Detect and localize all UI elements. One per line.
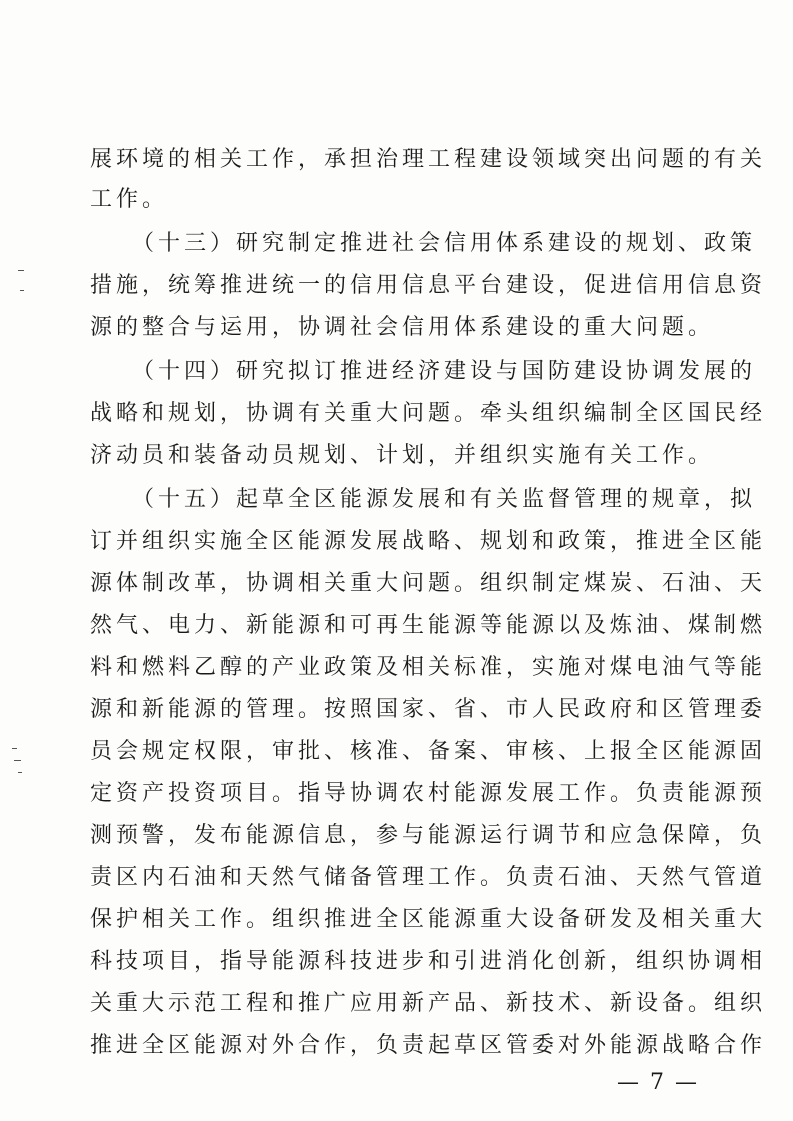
text-line-1: 展环境的相关工作，承担治理工程建设领域突出问题的有关	[90, 147, 767, 172]
scan-mark	[14, 760, 21, 761]
text-line-10: 订并组织实施全区能源发展战略、规划和政策，推进全区能	[90, 529, 767, 554]
text-line-18: 责区内石油和天然气储备管理工作。负责石油、天然气管道	[90, 865, 767, 890]
text-line-7: 战略和规划，协调有关重大问题。牵头组织编制全区国民经	[90, 401, 767, 426]
scan-mark	[20, 290, 24, 291]
text-line-21: 关重大示范工程和推广应用新产品、新技术、新设备。组织	[90, 991, 767, 1016]
text-line-16: 定资产投资项目。指导协调农村能源发展工作。负责能源预	[90, 781, 767, 806]
text-line-3: （十三）研究制定推进社会信用体系建设的规划、政策	[132, 231, 757, 256]
text-line-22: 推进全区能源对外合作，负责起草区管委对外能源战略合作	[90, 1033, 767, 1058]
text-line-19: 保护相关工作。组织推进全区能源重大设备研发及相关重大	[90, 907, 767, 932]
text-line-2: 工作。	[90, 187, 169, 212]
scan-mark	[18, 772, 22, 773]
text-line-15: 员会规定权限，审批、核准、备案、审核、上报全区能源固	[90, 739, 767, 764]
text-line-11: 源体制改革，协调相关重大问题。组织制定煤炭、石油、天	[90, 571, 767, 596]
text-line-5: 源的整合与运用，协调社会信用体系建设的重大问题。	[90, 315, 715, 340]
text-line-8: 济动员和装备动员规划、计划，并组织实施有关工作。	[90, 443, 715, 468]
page-number: — 7 —	[617, 1070, 699, 1095]
text-line-14: 源和新能源的管理。按照国家、省、市人民政府和区管理委	[90, 697, 767, 722]
text-line-6: （十四）研究拟订推进经济建设与国防建设协调发展的	[132, 359, 757, 384]
text-line-20: 科技项目，指导能源科技进步和引进消化创新，组织协调相	[90, 949, 767, 974]
text-line-17: 测预警，发布能源信息，参与能源运行调节和应急保障，负	[90, 823, 767, 848]
text-line-4: 措施，统筹推进统一的信用信息平台建设，促进信用信息资	[90, 273, 767, 298]
scan-mark	[18, 270, 24, 271]
text-line-13: 料和燃料乙醇的产业政策及相关标准，实施对煤电油气等能	[90, 655, 767, 680]
text-line-12: 然气、电力、新能源和可再生能源等能源以及炼油、煤制燃	[90, 613, 767, 638]
scan-mark	[12, 748, 17, 749]
text-line-9: （十五）起草全区能源发展和有关监督管理的规章，拟	[132, 487, 757, 512]
